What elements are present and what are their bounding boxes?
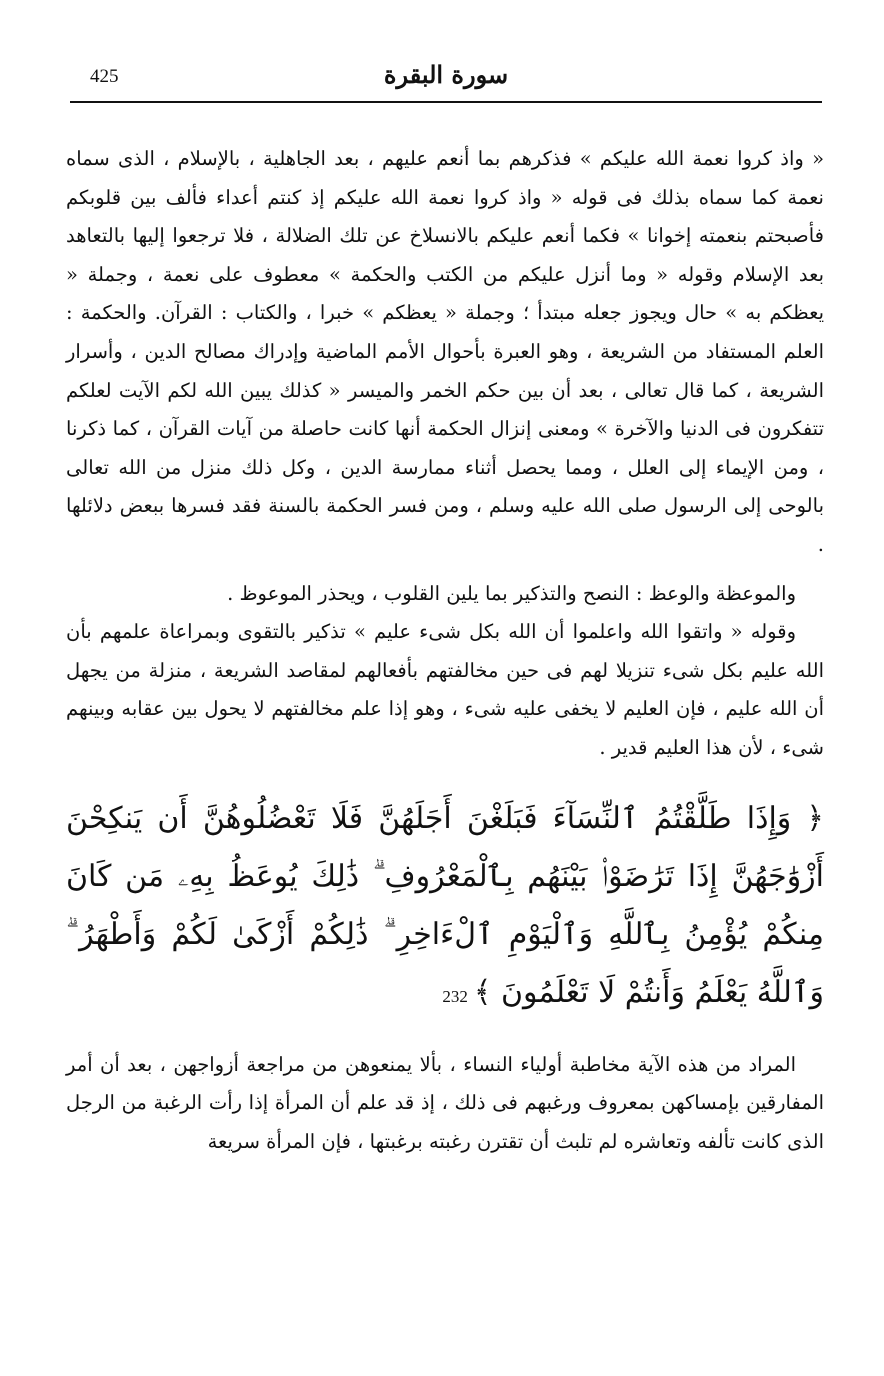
paragraph-verse-commentary: المراد من هذه الآية مخاطبة أولياء النساء ، بألا يمنعوهن من مراجعة أزواجهن ، بعد أن أمر المفارقين بإمساكهن بمعروف ورغبهم فى ذلك ، إذ قد علم أن المرأة إذا رأت الرغبة من الرجل الذى كانت تألفه وتعاشره لم تلبث أن تقترن رغبته برغبتها ، فإن المرأة سريعة	[66, 1052, 824, 1153]
verse-number: 232	[442, 986, 468, 1006]
verse-text: ﴿ وَإِذَا طَلَّقْتُمُ ٱلنِّسَآءَ فَبَلَغْنَ أَجَلَهُنَّ فَلَا تَعْضُلُوهُنَّ أَن يَنكِحْنَ أَزْوَٰجَهُنَّ إِذَا تَرَٰضَوْا۟ بَيْنَهُم بِٱلْمَعْرُوفِ ۗ ذَٰلِكَ يُوعَظُ بِهِۦ مَن كَانَ مِنكُمْ يُؤْمِنُ بِٱللَّهِ وَٱلْيَوْمِ ٱلْءَاخِرِ ۗ ذَٰلِكُمْ أَزْكَىٰ لَكُمْ وَأَطْهَرُ ۗ وَٱللَّهُ يَعْلَمُ وَأَنتُمْ لَا تَعْلَمُونَ ﴾	[66, 800, 824, 1010]
quran-verse	[66, 790, 824, 1026]
page-number: 425	[90, 66, 119, 87]
surah-title: سورة البقرة	[383, 60, 509, 89]
page-header	[70, 60, 822, 98]
page-body	[66, 140, 824, 1161]
paragraph-blessing-of-islam: « واذ كروا نعمة الله عليكم » فذكرهم بما أنعم عليهم ، بعد الجاهلية ، بالإسلام ، الذى سماه نعمة كما سماه بذلك فى قوله « واذ كروا نعمة الله عليكم إذ كنتم أعداء فألف بين قلوبكم فأصبحتم بنعمته إخوانا » فكما أنعم عليكم بالانسلاخ عن تلك الضلالة ، فلا ترجعوا إليها بالتعاهد بعد الإسلام وقوله « وما أنزل عليكم من الكتب والحكمة » معطوف على نعمة ، وجملة « يعظكم به » حال ويجوز جعله مبتدأ ؛ وجملة « يعظكم » خبرا ، والكتاب : القرآن. والحكمة : العلم المستفاد من الشريعة ، وهو العبرة بأحوال الأمم الماضية وإدراك مصالح الدين ، وأسرار الشريعة ، كما قال تعالى ، بعد أن بين حكم الخمر والميسر « كذلك يبين الله لكم الآيت لعلكم تتفكرون فى الدنيا والآخرة » ومعنى إنزال الحكمة أنها كانت حاصلة من آيات القرآن ، كما ذكرنا ، ومن الإيماء إلى العلل ، ومما يحصل أثناء ممارسة الدين ، وكل ذلك منزل من الله تعالى بالوحى إلى الرسول صلى الله عليه وسلم ، ومن فسر الحكمة بالسنة فقد فسرها ببعض دلائلها .	[66, 147, 824, 556]
paragraph-fear-of-allah: وقوله « واتقوا الله واعلموا أن الله بكل شىء عليم » تذكير بالتقوى وبمراعاة علمهم بأن الله عليم بكل شىء تنزيلا لهم فى حين مخالفتهم بأفعالهم لمقاصد الشريعة ، منزلة من يجهل أن الله عليم ، فإن العليم لا يخفى عليه شىء ، وهو إذا علم مخالفتهم لا يحول بين عقابه وبينهم شىء ، لأن هذا العليم قدير .	[66, 620, 824, 759]
paragraph-admonition-definition: والموعظة والوعظ : النصح والتذكير بما يلين القلوب ، ويحذر الموعوظ .	[227, 581, 796, 605]
header-divider	[70, 101, 822, 103]
